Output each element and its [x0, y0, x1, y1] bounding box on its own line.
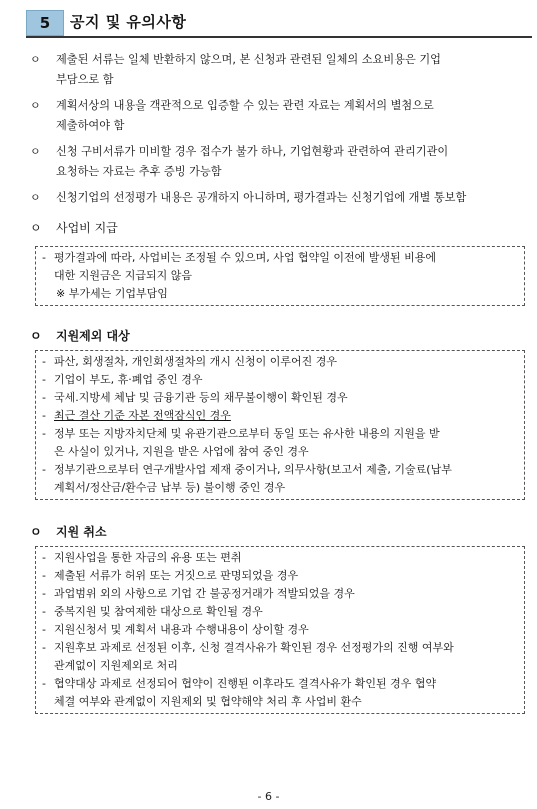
dash-mark: -: [42, 391, 46, 404]
item-line: 파산, 회생절차, 개인회생절차의 개시 신청이 이루어진 경우: [54, 355, 337, 368]
list-item: [42, 425, 518, 461]
notice-line: 부담으로 함: [56, 73, 114, 86]
section-title: 공지 및 유의사항: [70, 13, 187, 31]
item-text: [54, 675, 518, 711]
item-text: [54, 407, 518, 425]
list-item: [42, 371, 518, 389]
item-text: [54, 249, 518, 285]
notice-text: [56, 142, 536, 182]
bullet-mark: ㅇ: [30, 145, 41, 158]
dash-mark: -: [42, 427, 46, 440]
item-text: [54, 639, 518, 675]
item-line: 정부 또는 지방자치단체 및 유관기관으로부터 동일 또는 유사한 내용의 지원을 받: [54, 427, 440, 440]
dash-mark: -: [42, 463, 46, 476]
bullet-mark: ㅇ: [30, 191, 41, 204]
item-text: [54, 425, 518, 461]
item-text: [54, 567, 518, 585]
item-line: 협약대상 과제로 선정되어 협약이 진행된 이후라도 결격사유가 확인된 경우 협약: [54, 677, 437, 690]
notice-line: 제출된 서류는 일체 반환하지 않으며, 본 신청과 관련된 일체의 소요비용은 기업: [56, 53, 441, 66]
item-line: 계획서/정산금/환수금 납부 등) 불이행 중인 경우: [54, 481, 286, 494]
item-line: 최근 결산 기준 자본 전액잠식인 경우: [54, 409, 231, 422]
cancellation-box: [35, 546, 525, 714]
item-text: [54, 371, 518, 389]
item-line: 지원사업을 통한 자금의 유용 또는 편취: [54, 551, 242, 564]
notice-line: 신청기업의 선정평가 내용은 공개하지 아니하며, 평가결과는 신청기업에 개별 통보함: [56, 191, 467, 204]
item-line: 정부기관으로부터 연구개발사업 제재 중이거나, 의무사항(보고서 제출, 기술료(납부: [54, 463, 452, 476]
notice-text: [56, 50, 536, 90]
dash-mark: -: [42, 587, 46, 600]
item-line: 체결 여부와 관계없이 지원제외 및 협약해약 처리 후 사업비 환수: [54, 695, 362, 708]
list-item: [42, 389, 518, 407]
list-item: [42, 639, 518, 675]
item-line: 지원후보 과제로 선정된 이후, 신청 결격사유가 확인된 경우 선정평가의 진행 여부와: [54, 641, 454, 654]
dash-mark: -: [42, 641, 46, 654]
item-text: [54, 549, 518, 567]
list-item: [42, 461, 518, 497]
item-line: 제출된 서류가 허위 또는 거짓으로 판명되었을 경우: [54, 569, 299, 582]
item-text: [54, 389, 518, 407]
project-cost-box: [35, 246, 525, 306]
dash-mark: -: [42, 409, 46, 422]
exclusion-title: ㅇ 지원제외 대상: [30, 329, 130, 343]
list-item: [42, 621, 518, 639]
list-item: [42, 675, 518, 711]
dash-mark: -: [42, 623, 46, 636]
list-item: [42, 353, 518, 371]
list-item: [42, 249, 518, 285]
list-item: [42, 407, 518, 425]
item-text: [54, 585, 518, 603]
dash-mark: -: [42, 251, 46, 264]
bullet-mark: ㅇ: [30, 53, 41, 66]
cancellation-title: ㅇ 지원 취소: [30, 525, 107, 539]
section-rule: [26, 36, 532, 38]
dash-mark: -: [42, 677, 46, 690]
item-line: 대한 지원금은 지급되지 않음: [54, 269, 193, 282]
notice-item: [26, 142, 536, 182]
dash-mark: -: [42, 355, 46, 368]
list-item: [42, 549, 518, 567]
item-line: 관계없이 지원제외로 처리: [54, 659, 178, 672]
notice-line: 요청하는 자료는 추후 증빙 가능함: [56, 165, 222, 178]
item-text: [54, 461, 518, 497]
item-line: 지원신청서 및 계획서 내용과 수행내용이 상이할 경우: [54, 623, 309, 636]
item-line: 은 사실이 있거나, 지원을 받은 사업에 참여 중인 경우: [54, 445, 309, 458]
item-text: [54, 621, 518, 639]
section-number: 5: [26, 10, 64, 36]
dash-mark: -: [42, 605, 46, 618]
notice-item: [26, 96, 536, 136]
item-line: 기업이 부도, 휴·폐업 중인 경우: [54, 373, 203, 386]
list-item: [42, 567, 518, 585]
section-header: [26, 10, 532, 36]
exclusion-box: [35, 350, 525, 500]
notice-item: [26, 188, 536, 208]
item-line: 국세.지방세 체납 및 금융기관 등의 채무불이행이 확인된 경우: [54, 391, 348, 404]
item-text: [54, 603, 518, 621]
notice-text: [56, 96, 536, 136]
item-text: [54, 353, 518, 371]
project-cost-title: ㅇ 사업비 지급: [30, 221, 118, 235]
notice-line: 제출하여야 함: [56, 119, 125, 132]
item-line: 중복지원 및 참여제한 대상으로 확인될 경우: [54, 605, 263, 618]
dash-mark: -: [42, 551, 46, 564]
notice-text: [56, 188, 536, 208]
notice-list: [26, 50, 536, 214]
dash-mark: -: [42, 569, 46, 582]
item-line: 과업범위 외의 사항으로 기업 간 불공정거래가 적발되었을 경우: [54, 587, 355, 600]
dash-mark: -: [42, 373, 46, 386]
list-item: [42, 603, 518, 621]
item-line: 평가결과에 따라, 사업비는 조정될 수 있으며, 사업 협약일 이전에 발생된 비용에: [54, 251, 436, 264]
notice-item: [26, 50, 536, 90]
note-text: ※ 부가세는 기업부담임: [56, 287, 168, 300]
notice-line: 신청 구비서류가 미비할 경우 접수가 불가 하나, 기업현황과 관련하여 관리기관이: [56, 145, 449, 158]
notice-line: 계획서상의 내용을 객관적으로 입증할 수 있는 관련 자료는 계획서의 별첨으로: [56, 99, 434, 112]
list-item: [42, 585, 518, 603]
page-number: - 6 -: [257, 790, 280, 803]
bullet-mark: ㅇ: [30, 99, 41, 112]
